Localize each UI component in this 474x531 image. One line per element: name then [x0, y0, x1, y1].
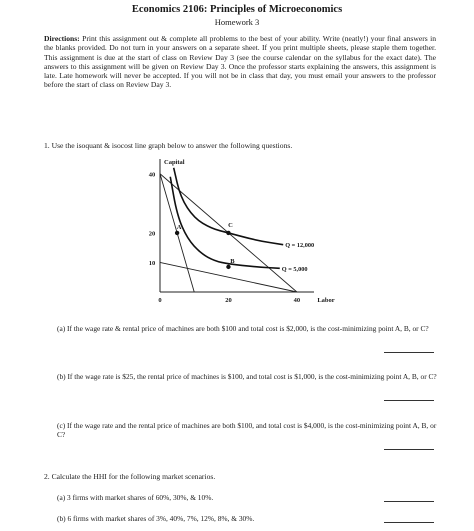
page-subtitle: Homework 3 — [214, 17, 260, 27]
isoquant-curve — [170, 177, 280, 269]
isoquant-label: Q = 5,000 — [281, 265, 308, 273]
question-1c: (c) If the wage rate and the rental price of machines are both $100, and total cost is $4,000, is the cost-minimizing point A, B, or C? — [57, 421, 437, 439]
question-1-prompt: 1. Use the isoquant & isocost line graph below to answer the following questions. — [44, 141, 293, 150]
point-label: A — [176, 223, 182, 231]
isoquant-label: Q = 12,000 — [285, 242, 315, 250]
x-tick-label: 40 — [293, 297, 301, 304]
point-marker — [175, 231, 179, 235]
page-title: Economics 2106: Principles of Microeconomics — [131, 4, 343, 15]
answer-blank-1b[interactable] — [384, 400, 434, 401]
directions-paragraph — [44, 34, 436, 90]
x-tick-label: 20 — [225, 297, 232, 304]
isoquant-isocost-chart — [140, 152, 360, 310]
answer-blank-1c[interactable] — [384, 449, 434, 450]
directions-label: Directions: — [44, 34, 80, 43]
x-tick-label: 0 — [158, 297, 162, 304]
point-marker — [226, 265, 230, 269]
x-axis-label: Labor — [317, 297, 335, 304]
question-2a: (a) 3 firms with market shares of 60%, 30%, & 10%. — [57, 493, 214, 502]
directions-text: Print this assignment out & complete all problems to the best of your ability. Write (neatly!) your final answers in the blanks provided. Do not turn in your answers on a separate sheet. If you print multiple sheets, please staple them together. This assignment is due at the start of class on Review Day 3 (see the course calendar on the syllabus for the exact date). The answers to this assignment will be given on Review Day 3. Once the professor starts explaining the answers, this assignment is late. Late homework will never be accepted. If you will not be in class that day, you must email your answers to the professor before the start of class on Review Day 3. — [44, 34, 436, 90]
answer-blank-1a[interactable] — [384, 352, 434, 353]
point-label: B — [230, 257, 235, 265]
y-tick-label: 20 — [148, 230, 156, 238]
question-2b: (b) 6 firms with market shares of 3%, 40%, 7%, 12%, 8%, & 30%. — [57, 514, 255, 523]
question-2-prompt: 2. Calculate the HHI for the following market scenarios. — [44, 472, 216, 481]
question-1a: (a) If the wage rate & rental price of machines are both $100 and total cost is $2,000, is the cost-minimizing point A, B, or C? — [57, 324, 429, 333]
point-label: C — [228, 221, 233, 229]
point-marker — [226, 231, 230, 235]
answer-blank-2a[interactable] — [384, 501, 434, 502]
y-tick-label: 40 — [148, 171, 156, 179]
answer-blank-2b[interactable] — [384, 522, 434, 523]
y-axis-label: Capital — [164, 159, 185, 166]
y-tick-label: 10 — [148, 259, 156, 267]
question-1b: (b) If the wage rate is $25, the rental price of machines is $100, and total cost is $1,000, is the cost-minimizing point A, B, or C? — [57, 372, 437, 381]
